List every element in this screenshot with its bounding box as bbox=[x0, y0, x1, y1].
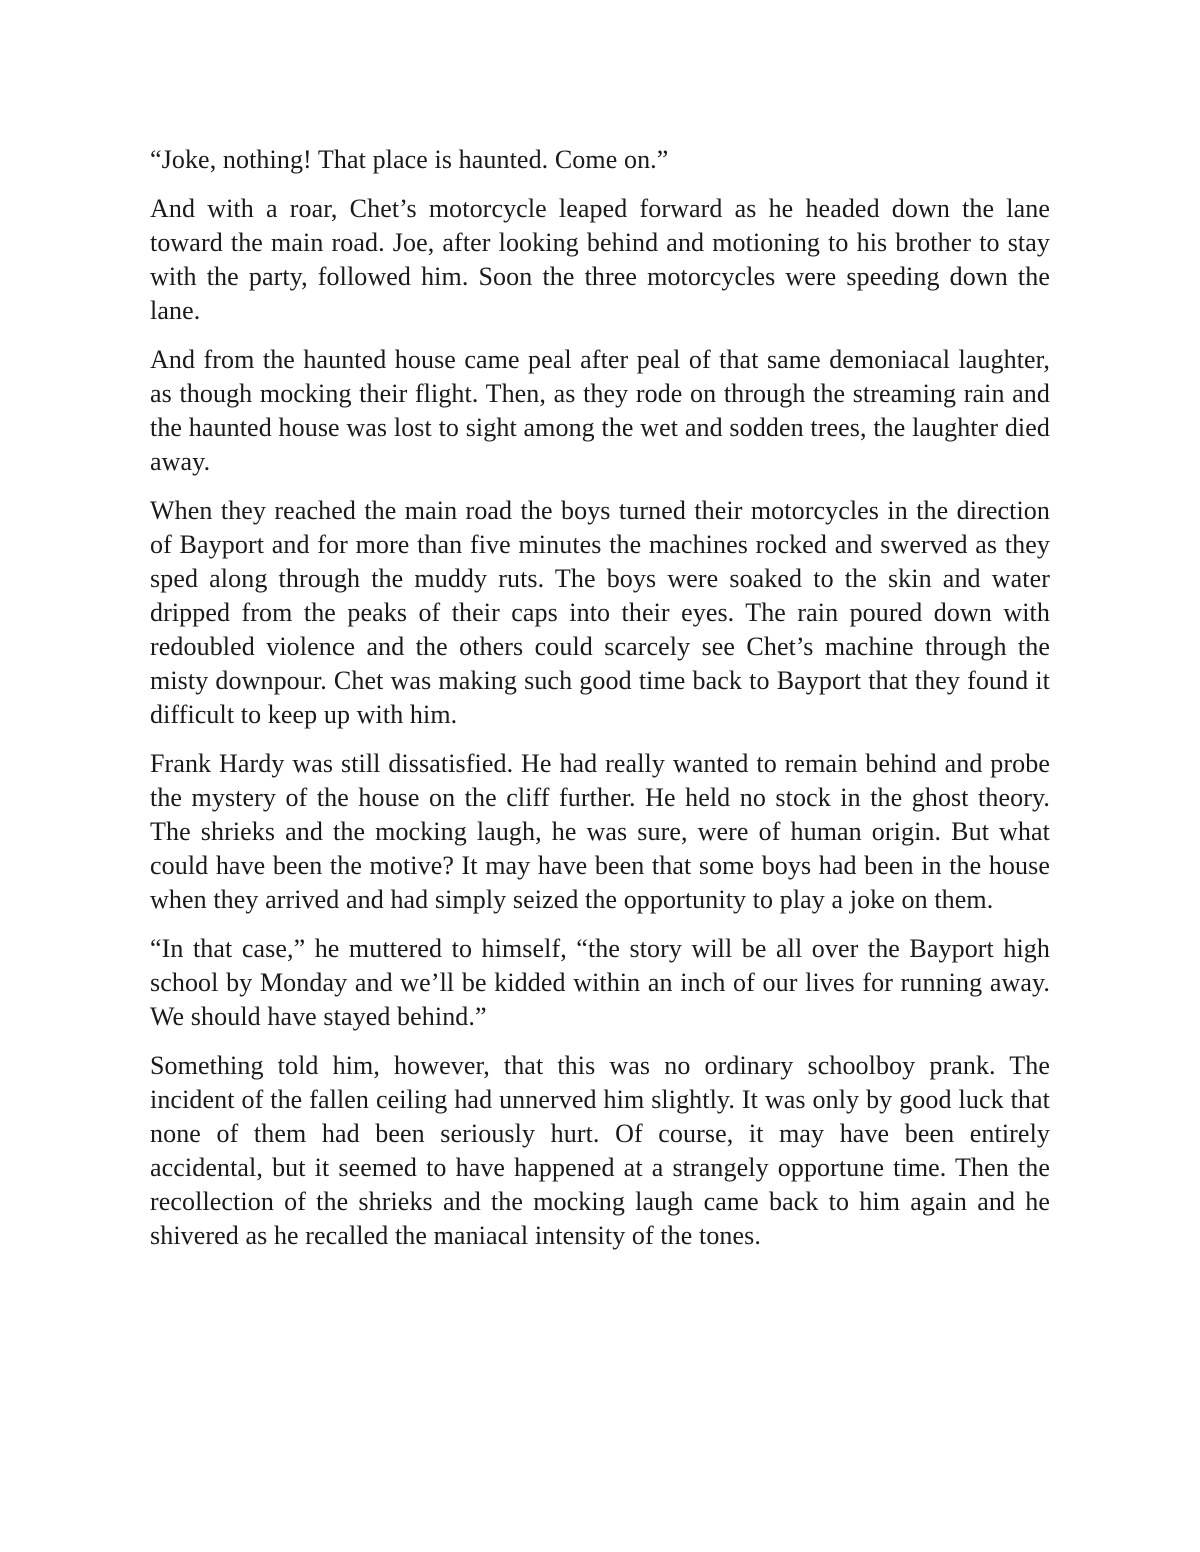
paragraph-motorcycle-start: And with a roar, Chet’s motorcycle leaped forward as he headed down the lane toward the main road. Joe, after looking behind and motioning to his brother to stay with the party, followed him. Soon the three motorcycles were speeding down the lane. bbox=[150, 194, 1050, 325]
paragraph-haunted-laughter: And from the haunted house came peal after peal of that same demoniacal laughter, as though mocking their flight. Then, as they rode on through the streaming rain and the haunted house was lost to sight among the wet and sodden trees, the laughter died away. bbox=[150, 345, 1050, 476]
paragraph-dialogue-in-that-case: “In that case,” he muttered to himself, “the story will be all over the Bayport high school by Monday and we’ll be kidded within an inch of our lives for running away. We should have stayed behind.” bbox=[150, 934, 1050, 1031]
paragraph-schoolboy-prank: Something told him, however, that this was no ordinary schoolboy prank. The incident of the fallen ceiling had unnerved him slightly. It was only by good luck that none of them had been seriously hurt. Of course, it may have been entirely accidental, but it seemed to have happened at a strangely opportune time. Then the recollection of the shrieks and the mocking laugh came back to him again and he shivered as he recalled the maniacal intensity of the tones. bbox=[150, 1051, 1050, 1250]
paragraph-dialogue-joke: “Joke, nothing! That place is haunted. Come on.” bbox=[150, 145, 669, 174]
paragraph-frank-dissatisfied: Frank Hardy was still dissatisfied. He had really wanted to remain behind and probe the mystery of the house on the cliff further. He held no stock in the ghost theory. The shrieks and the mocking laugh, he was sure, were of human origin. But what could have been the motive? It may have been that some boys had been in the house when they arrived and had simply seized the opportunity to play a joke on them. bbox=[150, 749, 1050, 914]
paragraph-ride-to-bayport: When they reached the main road the boys turned their motorcycles in the direction of Bayport and for more than five minutes the machines rocked and swerved as they sped along through the muddy ruts. The boys were soaked to the skin and water dripped from the peaks of their caps into their eyes. The rain poured down with redoubled violence and the others could scarcely see Chet’s machine through the misty downpour. Chet was making such good time back to Bayport that they found it difficult to keep up with him. bbox=[150, 496, 1050, 729]
